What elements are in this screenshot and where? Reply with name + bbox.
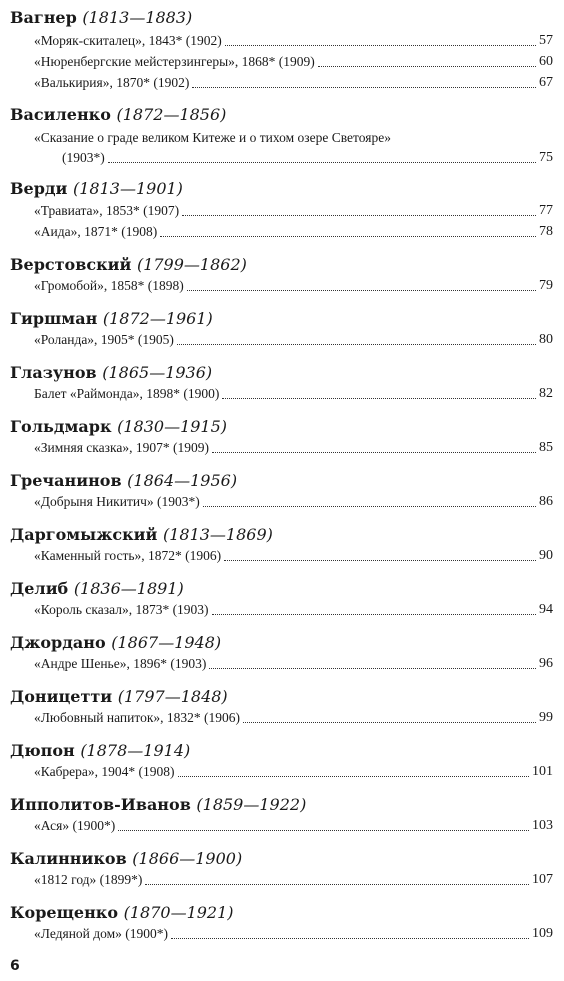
leader-dots	[222, 398, 536, 399]
composer-years: (1813—1869)	[162, 525, 273, 544]
composer-years: (1878—1914)	[80, 741, 191, 760]
composer-years: (1870—1921)	[123, 903, 234, 922]
work-title: «Валькирия», 1870* (1902)	[34, 75, 190, 90]
composer-heading	[10, 579, 184, 599]
work-entry	[34, 32, 553, 50]
leader-dots	[145, 884, 529, 885]
page-ref: 67	[539, 75, 553, 90]
work-title: «1812 год» (1899*)	[34, 872, 143, 887]
leader-dots	[225, 45, 536, 46]
page-ref: 79	[539, 278, 553, 293]
composer-name: Вагнер	[10, 8, 77, 27]
composer-heading	[10, 525, 273, 545]
page-ref: 57	[539, 33, 553, 48]
work-title: «Каменный гость», 1872* (1906)	[34, 548, 222, 563]
leader-dots	[243, 722, 536, 723]
page-ref: 109	[532, 926, 553, 941]
composer-heading	[10, 8, 192, 28]
composer-heading	[10, 633, 221, 653]
work-entry	[34, 925, 553, 943]
work-title: «Андре Шенье», 1896* (1903)	[34, 656, 207, 671]
work-entry	[34, 493, 553, 511]
composer-years: (1864—1956)	[127, 471, 238, 490]
composer-heading	[10, 309, 213, 329]
page-ref: 86	[539, 494, 553, 509]
work-title: «Кабрера», 1904* (1908)	[34, 764, 175, 779]
work-title: «Зимняя сказка», 1907* (1909)	[34, 440, 209, 455]
composer-name: Верди	[10, 179, 68, 198]
leader-dots	[224, 560, 536, 561]
composer-years: (1867—1948)	[111, 633, 222, 652]
composer-years: (1830—1915)	[117, 417, 228, 436]
composer-years: (1797—1848)	[117, 687, 228, 706]
composer-years: (1865—1936)	[102, 363, 213, 382]
leader-dots	[318, 66, 536, 67]
work-entry	[34, 74, 553, 92]
page-ref: 75	[539, 150, 553, 165]
composer-name: Доницетти	[10, 687, 113, 706]
leader-dots	[203, 506, 536, 507]
composer-name: Глазунов	[10, 363, 97, 382]
composer-heading	[10, 471, 237, 491]
work-entry	[34, 817, 553, 835]
work-title: Балет «Раймонда», 1898* (1900)	[34, 386, 220, 401]
work-entry	[34, 547, 553, 565]
composer-heading	[10, 849, 242, 869]
composer-years: (1866—1900)	[132, 849, 243, 868]
page-ref: 80	[539, 332, 553, 347]
leader-dots	[177, 344, 536, 345]
composer-heading	[10, 417, 227, 437]
composer-years: (1813—1901)	[73, 179, 183, 198]
work-title: «Нюренбергские мейстерзингеры», 1868* (1909)	[34, 54, 315, 69]
work-title: «Роланда», 1905* (1905)	[34, 332, 174, 347]
composer-name: Верстовский	[10, 255, 132, 274]
work-title: «Травиата», 1853* (1907)	[34, 203, 180, 218]
composer-name: Гольдмарк	[10, 417, 112, 436]
composer-heading	[10, 105, 226, 125]
composer-name: Корещенко	[10, 903, 119, 922]
leader-dots	[212, 614, 536, 615]
leader-dots	[160, 236, 536, 237]
leader-dots	[209, 668, 536, 669]
page-ref: 94	[539, 602, 553, 617]
work-entry	[34, 439, 553, 457]
page-ref: 85	[539, 440, 553, 455]
work-title-continued: (1903*)	[62, 150, 105, 165]
work-entry	[34, 601, 553, 619]
work-entry	[34, 202, 553, 220]
composer-years: (1799—1862)	[136, 255, 247, 274]
work-entry	[34, 223, 553, 241]
page-ref: 90	[539, 548, 553, 563]
leader-dots	[212, 452, 536, 453]
work-entry	[34, 871, 553, 889]
leader-dots	[108, 162, 536, 163]
work-title: «Аида», 1871* (1908)	[34, 224, 158, 239]
page-ref: 82	[539, 386, 553, 401]
work-title: «Моряк-скиталец», 1843* (1902)	[34, 33, 222, 48]
work-entry	[34, 331, 553, 349]
work-title: «Ася» (1900*)	[34, 818, 116, 833]
composer-heading	[10, 795, 306, 815]
composer-heading	[10, 363, 212, 383]
composer-years: (1836—1891)	[73, 579, 184, 598]
page-number: 6	[10, 958, 20, 974]
work-title: «Добрыня Никитич» (1903*)	[34, 494, 200, 509]
page-ref: 77	[539, 203, 553, 218]
composer-name: Делиб	[10, 579, 69, 598]
leader-dots	[118, 830, 529, 831]
composer-name: Ипполитов-Иванов	[10, 795, 191, 814]
composer-years: (1872—1961)	[102, 309, 213, 328]
leader-dots	[178, 776, 529, 777]
leader-dots	[171, 938, 529, 939]
page-ref: 78	[539, 224, 553, 239]
page-ref: 103	[532, 818, 553, 833]
page-ref: 99	[539, 710, 553, 725]
composer-years: (1872—1856)	[116, 105, 227, 124]
leader-dots	[187, 290, 536, 291]
work-entry	[34, 53, 553, 71]
work-entry	[34, 277, 553, 295]
leader-dots	[192, 87, 536, 88]
work-title: «Ледяной дом» (1900*)	[34, 926, 169, 941]
work-entry	[34, 385, 553, 403]
work-entry	[34, 129, 553, 167]
work-title: «Король сказал», 1873* (1903)	[34, 602, 209, 617]
composer-name: Василенко	[10, 105, 111, 124]
composer-heading	[10, 255, 247, 275]
composer-name: Гиршман	[10, 309, 98, 328]
composer-name: Джордано	[10, 633, 106, 652]
composer-heading	[10, 687, 228, 707]
page-ref: 60	[539, 54, 553, 69]
work-entry	[34, 709, 553, 727]
composer-name: Гречанинов	[10, 471, 122, 490]
page-ref: 101	[532, 764, 553, 779]
leader-dots	[182, 215, 536, 216]
composer-heading	[10, 741, 190, 761]
composer-years: (1813—1883)	[82, 8, 193, 27]
composer-name: Даргомыжский	[10, 525, 158, 544]
composer-name: Калинников	[10, 849, 127, 868]
work-title: «Любовный напиток», 1832* (1906)	[34, 710, 241, 725]
composer-heading	[10, 179, 183, 199]
page-ref: 96	[539, 656, 553, 671]
composer-name: Дюпон	[10, 741, 75, 760]
work-title: «Громобой», 1858* (1898)	[34, 278, 184, 293]
composer-heading	[10, 903, 234, 923]
work-title: «Сказание о граде великом Китеже и о тихом озере Светояре»	[34, 130, 391, 145]
page-ref: 107	[532, 872, 553, 887]
work-entry	[34, 763, 553, 781]
composer-years: (1859—1922)	[196, 795, 307, 814]
work-entry	[34, 655, 553, 673]
